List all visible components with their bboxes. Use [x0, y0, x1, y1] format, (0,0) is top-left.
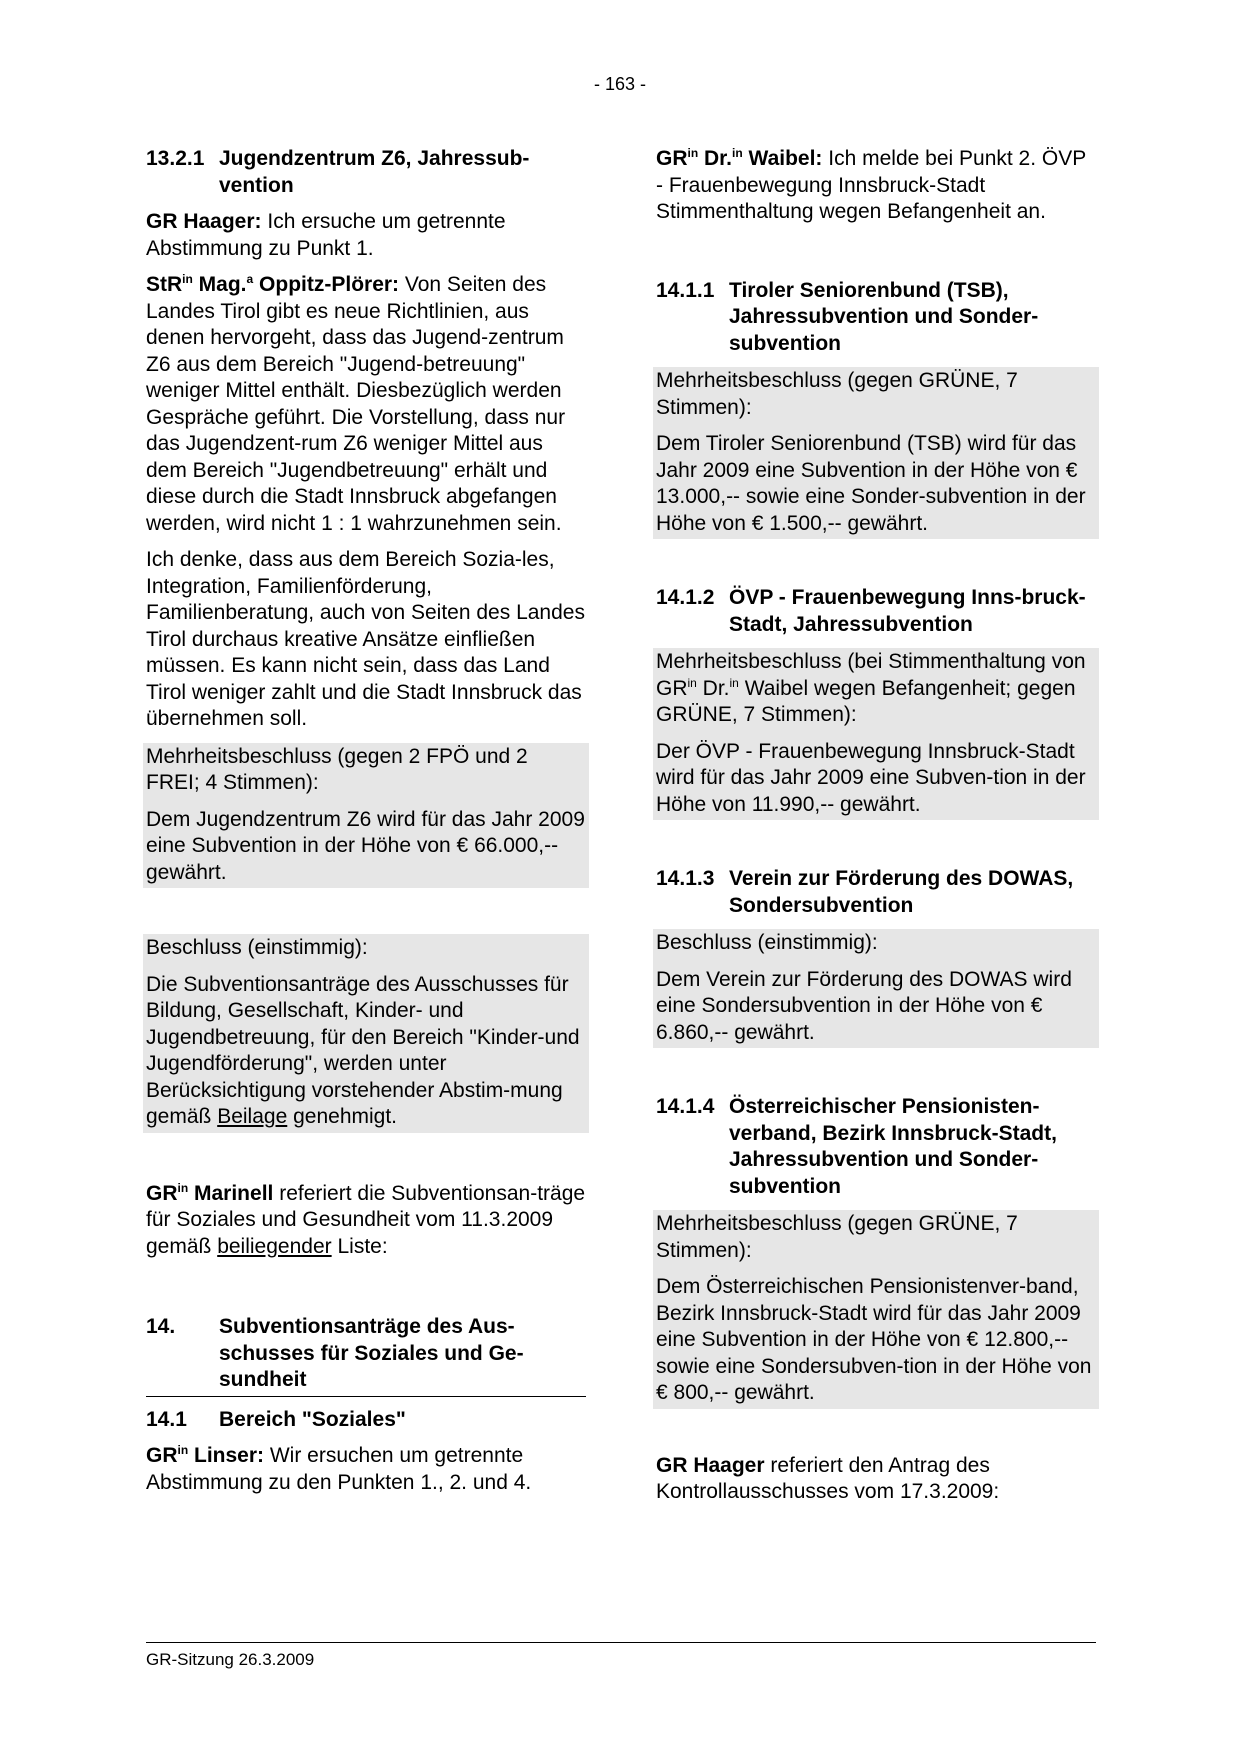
resolution-box-tsb: [653, 367, 1099, 539]
heading-title: Tiroler Seniorenbund (TSB), Jahressubvention und Sonder-subvention: [729, 278, 1039, 355]
heading-14-1-1: [656, 278, 1096, 358]
resolution-box-oevp: [653, 648, 1099, 820]
resolution-text: Der ÖVP - Frauenbewegung Innsbruck-Stadt wird für das Jahr 2009 eine Subven-tion in der Höhe von 11.990,-- gewährt.: [656, 739, 1086, 816]
paragraph-haager: [146, 209, 586, 262]
resolution-vote: Mehrheitsbeschluss (gegen GRÜNE, 7 Stimmen):: [656, 369, 1018, 419]
left-column: [146, 146, 586, 1506]
paragraph-denke: Ich denke, dass aus dem Bereich Sozia-les, Integration, Familienförderung, Familienberatung, auch von Seiten des Landes Tirol durchaus kreative Ansätze einfließen müssen. Es kann nicht sein, dass das Land Tirol weniger zahlt und die Stadt Innsbruck das übernehmen soll.: [146, 548, 585, 730]
paragraph-oppitz-ploerer: [146, 272, 586, 537]
speaker-name: GR Haager: [656, 1453, 765, 1477]
speaker-name: $GR^{in}$ Dr.$^{in}$ Waibel:: [656, 146, 823, 170]
resolution-vote: Beschluss (einstimmig):: [656, 931, 878, 954]
heading-title: ÖVP - Frauenbewegung Inns-bruck-Stadt, Jahressubvention: [729, 586, 1086, 636]
resolution-vote: Beschluss (einstimmig):: [146, 936, 368, 959]
speaker-name: $GR^{in}$ Linser:: [146, 1443, 265, 1467]
heading-number: 14.1.1: [656, 278, 715, 302]
resolution-box-dowas: [653, 929, 1099, 1048]
paragraph-haager-kontrolle: GR Haager referiert den Antrag des Kontrollausschusses vom 17.3.2009:: [656, 1453, 1000, 1503]
heading-14: [146, 1314, 586, 1397]
paragraph-marinell: $GR^{in}$ Marinell referiert die Subventionsan-träge für Soziales und Gesundheit vom 11.3.2009 gemäß beiliegender Liste:: [146, 1180, 586, 1258]
paragraph-text: Ich ersuche um getrennte Abstimmung zu Punkt 1.: [146, 210, 506, 260]
heading-number: 13.2.1: [146, 147, 205, 170]
heading-number: 14.1: [146, 1407, 187, 1431]
page-footer: GR-Sitzung 26.3.2009: [146, 1642, 1096, 1670]
resolution-box-kinder: [143, 934, 589, 1133]
heading-number: 14.1.3: [656, 867, 715, 890]
heading-number: 14.1.2: [656, 586, 715, 609]
heading-title: Jugendzentrum Z6, Jahressub- vention: [219, 147, 530, 197]
resolution-text: Die Subventionsanträge des Ausschusses für Bildung, Gesellschaft, Kinder- und Jugendbetreuung, für den Bereich "Kinder-und Jugendförderung", werden unter Berücksichtigung vorstehender Abstim-mung gemäß Beilage genehmigt.: [146, 972, 580, 1128]
heading-title: Subventionsanträge des Aus-schusses für Soziales und Ge-sundheit: [219, 1315, 524, 1391]
heading-14-1: [146, 1407, 586, 1434]
heading-14-1-2: [656, 585, 1096, 638]
resolution-box-z6: [143, 743, 589, 889]
resolution-vote: Mehrheitsbeschluss (gegen GRÜNE, 7 Stimmen):: [656, 1212, 1018, 1262]
heading-title: Verein zur Förderung des DOWAS, Sondersubvention: [729, 867, 1074, 917]
resolution-vote: Mehrheitsbeschluss (bei Stimmenthaltung von $GR^{in}$ Dr.$^{in}$ Waibel wegen Befangenheit; gegen GRÜNE, 7 Stimmen):: [656, 650, 1086, 726]
heading-14-1-3: [656, 866, 1096, 919]
speaker-name: $GR^{in}$ Marinell: [146, 1180, 274, 1205]
heading-title: Österreichischer Pensionisten-verband, Bezirk Innsbruck-Stadt, Jahressubvention und Sonder-subvention: [729, 1095, 1057, 1198]
paragraph-text: Von Seiten des Landes Tirol gibt es neue Richtlinien, aus denen hervorgeht, dass das Jugend-zentrum Z6 aus dem Bereich "Jugend-betreuung" weniger Mittel enthält. Diesbezüglich werden Gespräche geführt. Die Vorstellung, dass nur das Jugendzent-rum Z6 weniger Mittel aus dem Bereich "Jugendbetreuung" erhält und diese durch die Stadt Innsbruck abgefangen werden, wird nicht 1 : 1 wahrzunehmen sein.: [146, 273, 566, 535]
beiliegender-link[interactable]: beiliegender: [217, 1234, 332, 1258]
heading-14-1-4: [656, 1094, 1096, 1200]
beilage-link[interactable]: Beilage: [217, 1105, 288, 1128]
resolution-text: Dem Tiroler Seniorenbund (TSB) wird für das Jahr 2009 eine Subvention in der Höhe von € 13.000,-- sowie eine Sonder-subvention in der Höhe von € 1.500,-- gewährt.: [656, 432, 1086, 535]
resolution-text: Dem Jugendzentrum Z6 wird für das Jahr 2009 eine Subvention in der Höhe von € 66.000,-- gewährt.: [146, 807, 585, 884]
resolution-box-pensionisten: [653, 1210, 1099, 1409]
resolution-text: Dem Verein zur Förderung des DOWAS wird eine Sondersubvention in der Höhe von € 6.860,-- gewährt.: [656, 967, 1072, 1044]
heading-number: 14.1.4: [656, 1095, 715, 1118]
speaker-name: GR Haager:: [146, 210, 262, 233]
paragraph-linser: $GR^{in}$ Linser: Wir ersuchen um getrennte Abstimmung zu den Punkten 1., 2. und 4.: [146, 1443, 532, 1494]
resolution-vote: Mehrheitsbeschluss (gegen 2 FPÖ und 2 FREI; 4 Stimmen):: [146, 744, 528, 794]
heading-number: 14.: [146, 1315, 176, 1338]
right-column: [656, 146, 1096, 1516]
resolution-text: Dem Österreichischen Pensionistenver-band, Bezirk Innsbruck-Stadt wird für das Jahr 2009 eine Subvention in der Höhe von € 12.800,-- sowie eine Sondersubven-tion in der Höhe von € 800,-- gewährt.: [656, 1275, 1092, 1404]
heading-title: Bereich "Soziales": [219, 1407, 406, 1431]
page-number: - 163 -: [593, 74, 647, 94]
paragraph-waibel: $GR^{in}$ Dr.$^{in}$ Waibel: Ich melde bei Punkt 2. ÖVP - Frauenbewegung Innsbruck-Stadt Stimmenthaltung wegen Befangenheit an.: [656, 146, 1086, 223]
heading-13-2-1: [146, 146, 586, 199]
speaker-name: StR$^{in}$ Mag.$^a$ Oppitz-Plörer:: [146, 272, 400, 296]
